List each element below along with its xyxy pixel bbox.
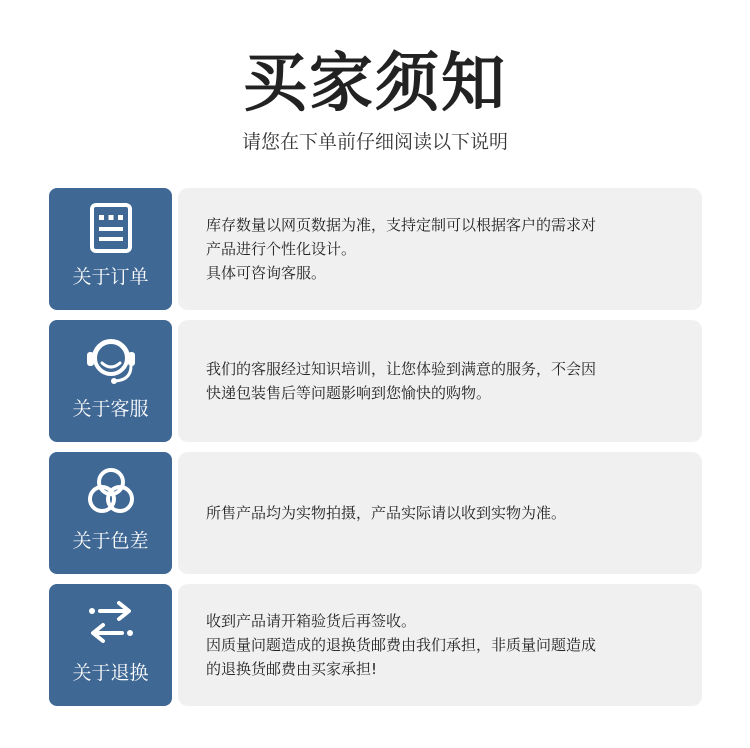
description-line: 我们的客服经过知识培训，让您体验到满意的服务，不会因 <box>206 360 597 378</box>
description-line: 库存数量以网页数据为准，支持定制可以根据客户的需求对 <box>206 216 597 234</box>
page-title: 买家须知 <box>243 47 507 121</box>
section-customer-service <box>49 320 702 442</box>
section-label-card <box>49 584 172 706</box>
page-subtitle: 请您在下单前仔细阅读以下说明 <box>241 131 508 153</box>
section-description <box>206 213 596 285</box>
section-label: 关于退换 <box>72 662 149 684</box>
description-line: 快递包装售后等问题影响到您愉快的购物。 <box>206 384 492 402</box>
section-label-card <box>49 188 172 310</box>
section-order <box>49 188 702 310</box>
section-label: 关于色差 <box>72 530 149 552</box>
description-line: 具体可咨询客服。 <box>206 264 327 282</box>
section-returns <box>49 584 702 706</box>
section-description <box>206 501 566 525</box>
section-label: 关于客服 <box>72 398 149 420</box>
section-label-card <box>49 320 172 442</box>
section-content-card <box>178 452 702 574</box>
exchange-arrows-icon <box>85 598 137 650</box>
description-line: 产品进行个性化设计。 <box>206 240 357 258</box>
description-line: 的退换货邮费由买家承担! <box>206 660 378 678</box>
section-content-card <box>178 584 702 706</box>
section-description <box>206 609 596 681</box>
color-circles-icon <box>85 466 137 518</box>
section-color-difference <box>49 452 702 574</box>
description-line: 因质量问题造成的退换货邮费由我们承担，非质量问题造成 <box>206 636 597 654</box>
section-description <box>206 357 596 405</box>
section-label: 关于订单 <box>72 266 149 288</box>
section-content-card <box>178 320 702 442</box>
order-list-icon <box>85 202 137 254</box>
section-label-card <box>49 452 172 574</box>
customer-service-headset-icon <box>85 334 137 386</box>
description-line: 所售产品均为实物拍摄，产品实际请以收到实物为准。 <box>206 504 567 522</box>
description-line: 收到产品请开箱验货后再签收。 <box>206 612 417 630</box>
section-content-card <box>178 188 702 310</box>
